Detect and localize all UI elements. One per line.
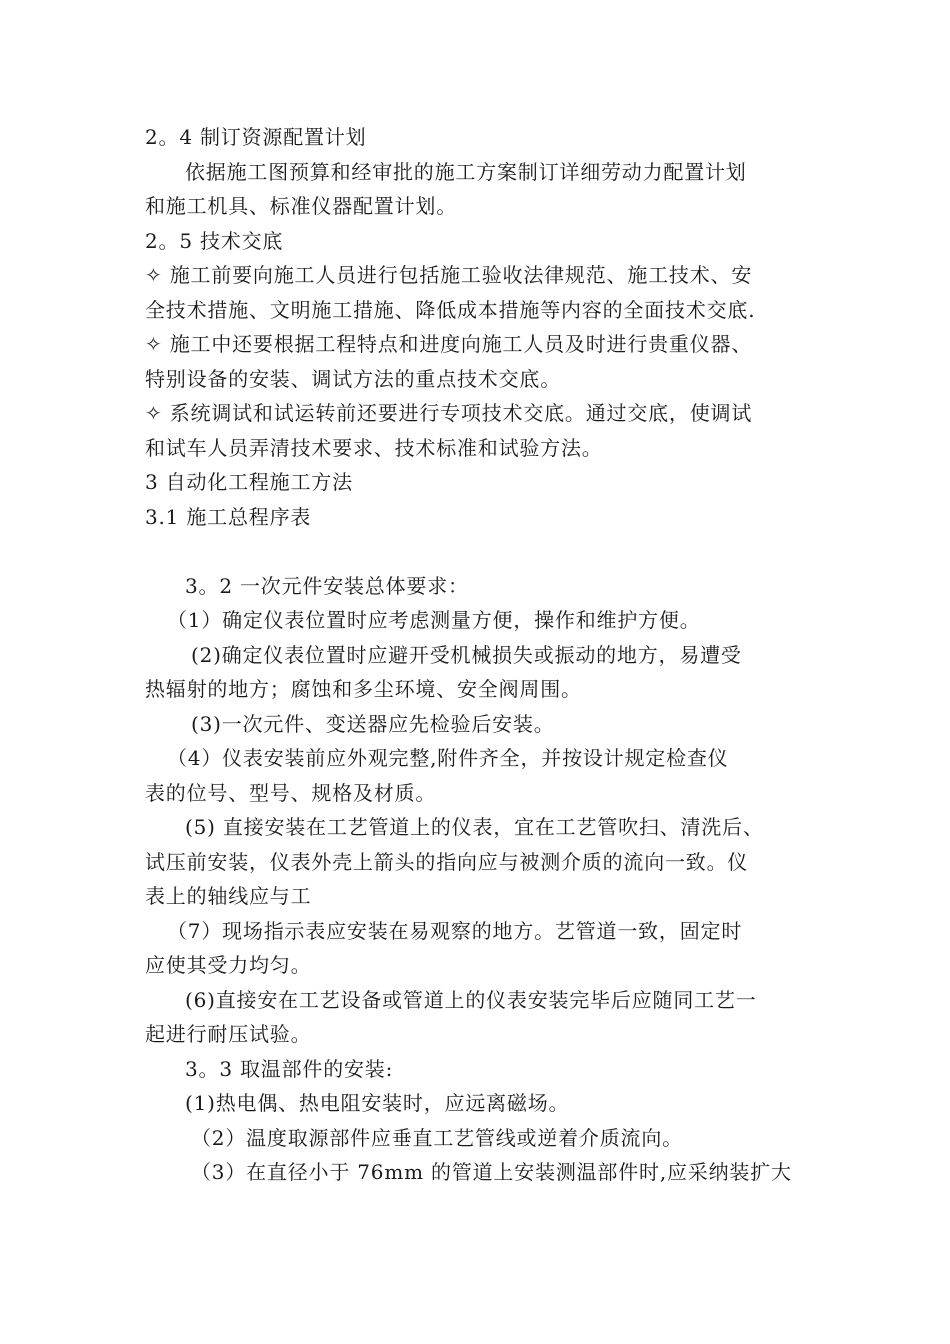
requirement-line: 起进行耐压试验。: [145, 1022, 312, 1046]
bullet-item-line: ✧ 系统调试和试运转前还要进行专项技术交底。通过交底，使调试: [145, 401, 753, 425]
document-body: [145, 120, 810, 1190]
requirement-line: (3)一次元件、变送器应先检验后安装。: [191, 711, 555, 736]
section-heading-2-4: 2。4 制订资源配置计划: [145, 125, 367, 149]
requirement-line: 应使其受力均匀。: [145, 953, 312, 977]
temperature-requirement-line: （2）温度取源部件应垂直工艺管线或逆着介质流向。: [191, 1125, 683, 1150]
temperature-requirement-line: （3）在直径小于 76mm 的管道上安装测温部件时,应采纳装扩大: [191, 1160, 792, 1184]
bullet-item-line: ✧ 施工中还要根据工程特点和进度向施工人员及时进行贵重仪器、: [145, 332, 753, 356]
requirement-line: 试压前安装，仪表外壳上箭头的指向应与被测介质的流向一致。仪: [145, 849, 749, 874]
requirement-line: 热辐射的地方；腐蚀和多尘环境、安全阀周围。: [145, 677, 582, 701]
blank-gap: [145, 534, 810, 569]
section-heading-3: 3 自动化工程施工方法: [145, 470, 353, 494]
requirement-line: (2)确定仪表位置时应避开受机械损失或振动的地方，易遭受: [191, 642, 742, 667]
paragraph-line: 和施工机具、标准仪器配置计划。: [145, 194, 457, 218]
bullet-item-line: 特别设备的安装、调试方法的重点技术交底。: [145, 366, 561, 391]
bullet-item-line: 全技术措施、文明施工措施、降低成本措施等内容的全面技术交底.: [145, 297, 756, 322]
requirement-line: （1）确定仪表位置时应考虑测量方便，操作和维护方便。: [167, 608, 701, 632]
bullet-item-line: 和试车人员弄清技术要求、技术标准和试验方法。: [145, 435, 603, 460]
temperature-requirement-line: (1)热电偶、热电阻安装时，应远离磁场。: [185, 1091, 570, 1115]
requirement-line: （4）仪表安装前应外观完整,附件齐全，并按设计规定检查仪: [167, 746, 729, 770]
section-heading-3-3: 3。3 取温部件的安装:: [185, 1056, 394, 1081]
bullet-item-line: ✧ 施工前要向施工人员进行包括施工验收法律规范、施工技术、安: [145, 263, 753, 287]
requirement-line: 表的位号、型号、规格及材质。: [145, 780, 437, 805]
requirement-line: （7）现场指示表应安装在易观察的地方。艺管道一致，固定时: [167, 918, 743, 943]
requirement-line: (5) 直接安装在工艺管道上的仪表，宜在工艺管吹扫、清洗后、: [185, 815, 764, 839]
section-heading-2-5: 2。5 技术交底: [145, 228, 284, 253]
paragraph-line: 依据施工图预算和经审批的施工方案制订详细劳动力配置计划: [185, 159, 747, 184]
requirement-line: 表上的轴线应与工: [145, 884, 312, 908]
section-heading-3-1: 3.1 施工总程序表: [145, 504, 312, 529]
requirement-line: (6)直接安在工艺设备或管道上的仪表安装完毕后应随同工艺一: [185, 987, 757, 1012]
section-heading-3-2: 3。2 一次元件安装总体要求：: [185, 573, 469, 598]
